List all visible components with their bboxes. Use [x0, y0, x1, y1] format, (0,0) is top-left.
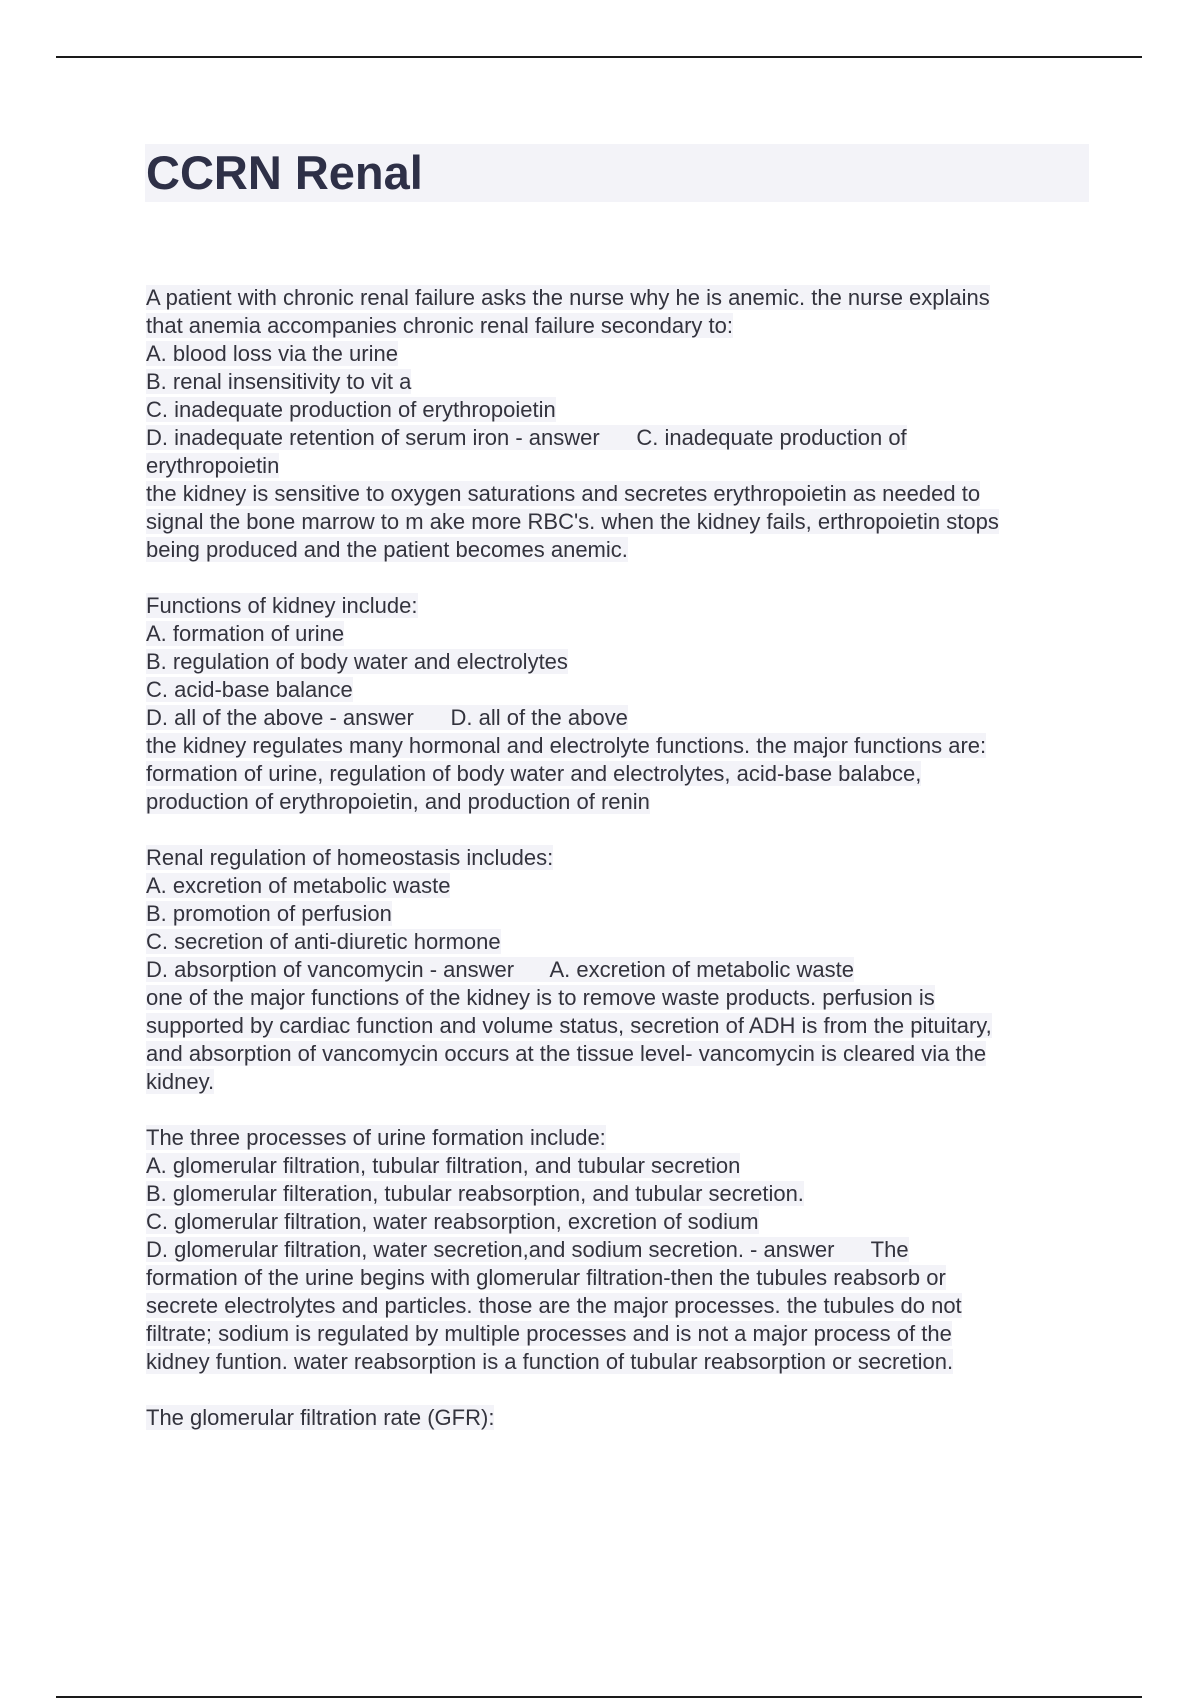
text-line	[146, 396, 1096, 424]
text-line	[146, 1124, 1096, 1152]
text-line-content: A. glomerular filtration, tubular filtration, and tubular secretion	[146, 1153, 741, 1178]
text-line-content: The glomerular filtration rate (GFR):	[146, 1405, 495, 1430]
text-line-content: D. all of the above - answer D. all of the above	[146, 705, 628, 730]
text-line	[146, 956, 1096, 984]
text-line-content: C. glomerular filtration, water reabsorption, excretion of sodium	[146, 1209, 759, 1234]
text-line-content: being produced and the patient becomes anemic.	[146, 537, 628, 562]
text-line	[146, 844, 1096, 872]
text-line	[146, 900, 1096, 928]
text-line-content: kidney funtion. water reabsorption is a function of tubular reabsorption or secretion.	[146, 1349, 954, 1374]
text-line	[146, 1320, 1096, 1348]
text-line	[146, 620, 1096, 648]
question-block	[146, 844, 1096, 1096]
text-line-content: formation of urine, regulation of body water and electrolytes, acid-base balabce,	[146, 761, 922, 786]
question-block	[146, 592, 1096, 816]
text-line	[146, 1012, 1096, 1040]
question-block	[146, 1124, 1096, 1376]
text-line	[146, 452, 1096, 480]
text-line	[146, 480, 1096, 508]
text-line-content: kidney.	[146, 1069, 215, 1094]
text-line-content: B. renal insensitivity to vit a	[146, 369, 412, 394]
text-line-content: A. formation of urine	[146, 621, 345, 646]
text-line-content: supported by cardiac function and volume status, secretion of ADH is from the pituitary,	[146, 1013, 992, 1038]
text-line	[146, 928, 1096, 956]
text-line	[146, 536, 1096, 564]
text-line	[146, 1180, 1096, 1208]
text-line	[146, 1404, 1096, 1432]
text-line	[146, 704, 1096, 732]
text-line	[146, 592, 1096, 620]
text-line-content: that anemia accompanies chronic renal failure secondary to:	[146, 313, 733, 338]
question-block	[146, 284, 1096, 564]
top-rule	[56, 56, 1142, 58]
text-line	[146, 424, 1096, 452]
text-line-content: D. glomerular filtration, water secretion,and sodium secretion. - answer The	[146, 1237, 909, 1262]
text-line-content: and absorption of vancomycin occurs at the tissue level- vancomycin is cleared via the	[146, 1041, 987, 1066]
text-line	[146, 508, 1096, 536]
bottom-rule	[56, 1696, 1142, 1698]
text-line	[146, 676, 1096, 704]
text-line-content: The three processes of urine formation include:	[146, 1125, 606, 1150]
text-line	[146, 1236, 1096, 1264]
text-line-content: B. promotion of perfusion	[146, 901, 392, 926]
text-line-content: C. secretion of anti-diuretic hormone	[146, 929, 501, 954]
text-line-content: Functions of kidney include:	[146, 593, 418, 618]
text-line-content: C. inadequate production of erythropoietin	[146, 397, 556, 422]
text-line	[146, 648, 1096, 676]
text-line	[146, 872, 1096, 900]
text-line-content: A patient with chronic renal failure asks the nurse why he is anemic. the nurse explains	[146, 285, 990, 310]
text-line-content: D. absorption of vancomycin - answer A. excretion of metabolic waste	[146, 957, 854, 982]
text-line	[146, 788, 1096, 816]
text-line-content: one of the major functions of the kidney is to remove waste products. perfusion is	[146, 985, 935, 1010]
text-line	[146, 732, 1096, 760]
text-line	[146, 1292, 1096, 1320]
text-line-content: production of erythropoietin, and production of renin	[146, 789, 650, 814]
text-line	[146, 340, 1096, 368]
text-line-content: the kidney is sensitive to oxygen saturations and secretes erythropoietin as needed to	[146, 481, 981, 506]
text-line-content: A. excretion of metabolic waste	[146, 873, 451, 898]
document-body	[146, 284, 1096, 1460]
text-line-content: formation of the urine begins with glomerular filtration-then the tubules reabsorb or	[146, 1265, 946, 1290]
text-line	[146, 760, 1096, 788]
text-line-content: signal the bone marrow to m ake more RBC's. when the kidney fails, erthropoietin stops	[146, 509, 999, 534]
text-line-content: secrete electrolytes and particles. those are the major processes. the tubules do not	[146, 1293, 962, 1318]
text-line-content: Renal regulation of homeostasis includes:	[146, 845, 554, 870]
text-line	[146, 1264, 1096, 1292]
text-line-content: B. glomerular filteration, tubular reabsorption, and tubular secretion.	[146, 1181, 804, 1206]
text-line-content: A. blood loss via the urine	[146, 341, 398, 366]
text-line	[146, 1348, 1096, 1376]
text-line	[146, 312, 1096, 340]
text-line	[146, 984, 1096, 1012]
text-line-content: erythropoietin	[146, 453, 280, 478]
text-line	[146, 1040, 1096, 1068]
text-line-content: filtrate; sodium is regulated by multiple processes and is not a major process of the	[146, 1321, 952, 1346]
text-line	[146, 1152, 1096, 1180]
text-line	[146, 368, 1096, 396]
text-line	[146, 1068, 1096, 1096]
text-line-content: the kidney regulates many hormonal and electrolyte functions. the major functions are:	[146, 733, 987, 758]
text-line-content: D. inadequate retention of serum iron - answer C. inadequate production of	[146, 425, 907, 450]
text-line	[146, 1208, 1096, 1236]
text-line-content: C. acid-base balance	[146, 677, 353, 702]
page-title: CCRN Renal	[146, 146, 423, 199]
text-line	[146, 284, 1096, 312]
question-block	[146, 1404, 1096, 1432]
text-line-content: B. regulation of body water and electrolytes	[146, 649, 568, 674]
